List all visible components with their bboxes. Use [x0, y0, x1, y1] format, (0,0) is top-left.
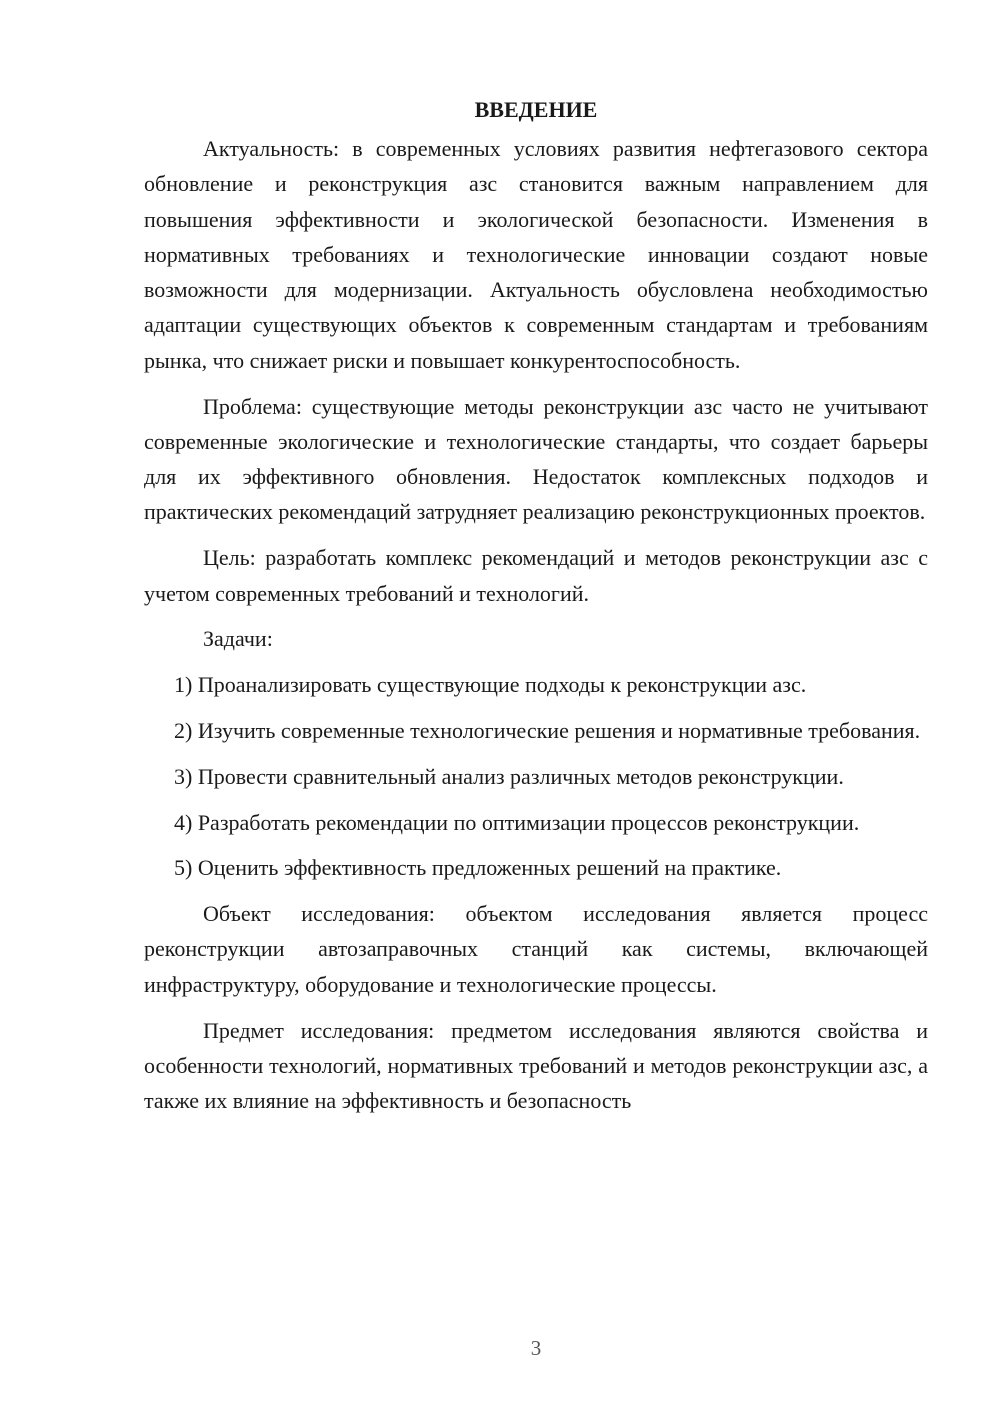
paragraph-subject: Предмет исследования: предметом исследования являются свойства и особенности технологий, нормативных требований и методов реконструкции азс, а также их влияние на эффективность и безопасность — [144, 1017, 928, 1114]
task-item-5: 5) Оценить эффективность предложенных решений на практике. — [174, 855, 782, 881]
task-item-1: 1) Проанализировать существующие подходы к реконструкции азс. — [174, 672, 807, 698]
task-item-3: 3) Провести сравнительный анализ различных методов реконструкции. — [174, 763, 844, 789]
paragraph-object: Объект исследования: объектом исследования является процесс реконструкции автозаправочных станций как системы, включающей инфраструктуру, оборудование и технологические процессы. — [144, 901, 928, 997]
paragraph-tasks-heading: Задачи: — [203, 626, 273, 652]
paragraph-goal: Цель: разработать комплекс рекомендаций и методов реконструкции азс с учетом современных требований и технологий. — [144, 545, 928, 606]
page-content — [144, 92, 928, 1129]
paragraph-relevance: Актуальность: в современных условиях развития нефтегазового сектора обновление и реконструкция азс становится важным направлением для повышения эффективности и экологической безопасности. Изменения в нормативных требованиях и технологические инновации создают новые возможности для модернизации. Актуальность обусловлена необходимостью адаптации существующих объектов к современным стандартам и требованиям рынка, что снижает риски и повышает конкурентоспособность. — [144, 136, 928, 373]
page-number: 3 — [530, 1336, 542, 1360]
paragraph-problem: Проблема: существующие методы реконструкции азс часто не учитывают современные экологические и технологические стандарты, что создает барьеры для их эффективного обновления. Недостаток комплексных подходов и практических рекомендаций затрудняет реализацию реконструкционных проектов. — [144, 393, 928, 525]
page-title: ВВЕДЕНИЕ — [474, 97, 598, 122]
task-item-2: 2) Изучить современные технологические решения и нормативные требования. — [174, 717, 921, 743]
task-item-4: 4) Разработать рекомендации по оптимизации процессов реконструкции. — [174, 809, 860, 835]
